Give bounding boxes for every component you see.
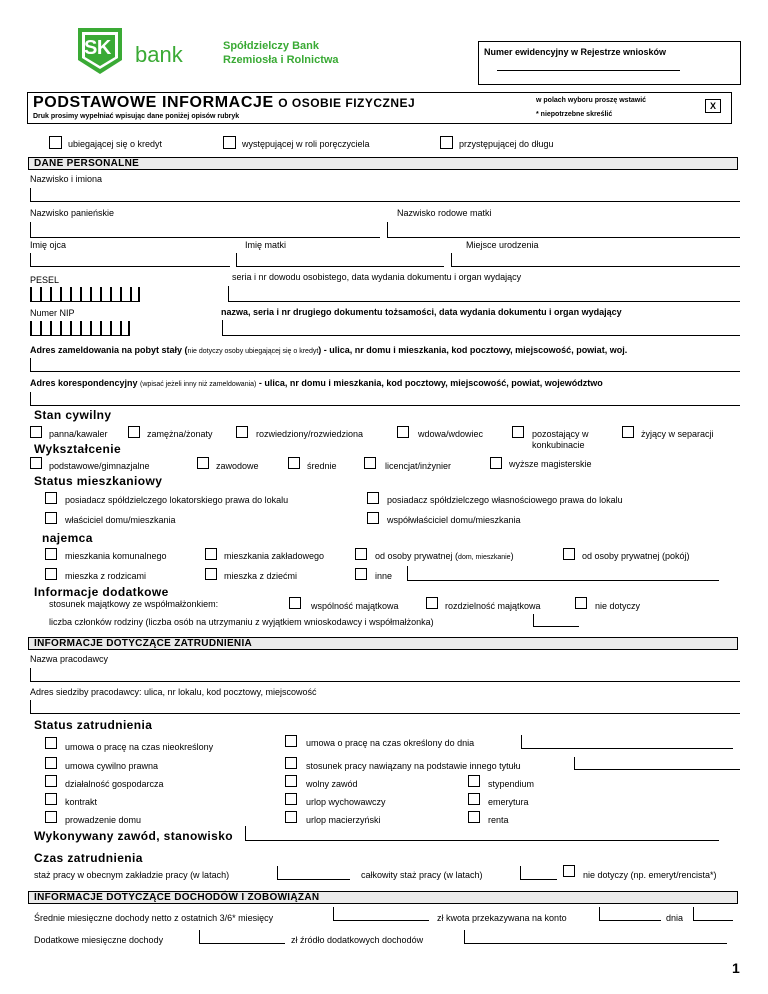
edu-primary-label: podstawowe/gimnazjalne	[49, 461, 150, 471]
emp-contract-label: kontrakt	[65, 797, 98, 807]
property-separate-label: rozdzielność majątkowa	[445, 601, 541, 611]
housing-owner-checkbox[interactable]	[45, 512, 57, 524]
housing-title: Status mieszkaniowy	[34, 474, 163, 488]
civil-cohabiting-label-2: konkubinacie	[532, 440, 585, 450]
label-mother-maiden: Nazwisko rodowe matki	[397, 208, 492, 218]
rent-municipal-checkbox[interactable]	[45, 548, 57, 560]
emp-fixed-term-date[interactable]	[521, 735, 733, 749]
civil-separated-label: żyjący w separacji	[641, 429, 714, 439]
with-parents-label: mieszka z rodzicami	[65, 571, 147, 581]
emp-freelance-label: wolny zawód	[306, 779, 358, 789]
additional-title: Informacje dodatkowe	[34, 585, 169, 599]
tenure-total-label: całkowity staż pracy (w latach)	[361, 870, 483, 880]
occupation-label: Wykonywany zawód, stanowisko	[34, 829, 234, 843]
header-subtitle: Druk prosimy wypełniać wpisując dane poniżej opisów rubryk	[33, 113, 240, 120]
employment-time-title: Czas zatrudnienia	[34, 851, 143, 865]
org-name-line2: Rzemiosła i Rolnictwa	[223, 54, 339, 66]
with-children-checkbox[interactable]	[205, 568, 217, 580]
civil-single-checkbox[interactable]	[30, 426, 42, 438]
civil-widow-checkbox[interactable]	[397, 426, 409, 438]
emp-other-title-label: stosunek pracy nawiązany na podstawie innego tytułu	[306, 761, 521, 771]
emp-other-title-checkbox[interactable]	[285, 757, 297, 769]
rent-company-checkbox[interactable]	[205, 548, 217, 560]
family-count-label: liczba członków rodziny (liczba osób na utrzymaniu z wyjątkiem wnioskodawcy i współmałżonka)	[49, 617, 434, 627]
label-maiden: Nazwisko panieńskie	[30, 208, 115, 218]
label-nip: Numer NIP	[30, 308, 75, 318]
emp-household-checkbox[interactable]	[45, 811, 57, 823]
housing-tenant-right-label: posiadacz spółdzielczego lokatorskiego prawa do lokalu	[65, 495, 289, 505]
civil-divorced-checkbox[interactable]	[236, 426, 248, 438]
label-other-doc: nazwa, seria i nr drugiego dokumentu tożsamości, data wydania dokumentu i organ wydający	[221, 307, 622, 317]
field-idcard[interactable]	[228, 286, 740, 302]
section-income: INFORMACJE DOTYCZĄCE DOCHODÓW I ZOBOWIĄZAŃ	[28, 891, 738, 904]
field-nip[interactable]	[30, 321, 130, 336]
housing-other-label: inne	[375, 571, 393, 581]
emp-other-title-field[interactable]	[574, 757, 740, 770]
emp-permanent-checkbox[interactable]	[45, 737, 57, 749]
emp-scholarship-checkbox[interactable]	[468, 775, 480, 787]
income-transfer-label: zł kwota przekazywana na konto	[437, 913, 567, 923]
occupation-field[interactable]	[245, 826, 719, 841]
role-applicant-checkbox[interactable]	[49, 136, 62, 149]
rent-private-house-checkbox[interactable]	[355, 548, 367, 560]
tenure-current-field[interactable]	[277, 866, 350, 880]
housing-ownership-right-checkbox[interactable]	[367, 492, 379, 504]
income-extra-field[interactable]	[199, 930, 285, 944]
housing-coowner-checkbox[interactable]	[367, 512, 379, 524]
emp-parental-label: urlop wychowawczy	[306, 797, 386, 807]
property-label: stosunek majątkowy ze współmałżonkiem:	[49, 599, 219, 609]
employment-status-title: Status zatrudnienia	[34, 718, 153, 732]
field-father[interactable]	[30, 253, 230, 267]
field-maiden[interactable]	[30, 222, 380, 238]
label-mother: Imię matki	[245, 240, 287, 250]
civil-separated-checkbox[interactable]	[622, 426, 634, 438]
label-address-corr: Adres korespondencyjny (wpisać jeżeli inny niż zameldowania) - ulica, nr domu i mieszkania, kod pocztowy, miejscowość, powiat, województwo	[30, 378, 603, 388]
emp-contract-checkbox[interactable]	[45, 793, 57, 805]
emp-maternity-label: urlop macierzyński	[306, 815, 381, 825]
header-note-1: w polach wyboru proszę wstawić	[536, 97, 647, 104]
rent-company-label: mieszkania zakładowego	[224, 551, 325, 561]
rent-municipal-label: mieszkania komunalnego	[65, 551, 167, 561]
field-address-main[interactable]	[30, 358, 740, 372]
logo-mark: SK	[84, 37, 111, 59]
housing-owner-label: właściciel domu/mieszkania	[65, 515, 176, 525]
label-idcard: seria i nr dowodu osobistego, data wydania dokumentu i organ wydający	[232, 272, 522, 282]
emp-business-label: działalność gospodarcza	[65, 779, 164, 789]
emp-maternity-checkbox[interactable]	[285, 811, 297, 823]
emp-disability-checkbox[interactable]	[468, 811, 480, 823]
field-birthplace[interactable]	[451, 253, 740, 267]
registry-number-field[interactable]	[497, 70, 680, 71]
civil-divorced-label: rozwiedziony/rozwiedziona	[256, 429, 364, 439]
income-transfer-field[interactable]	[599, 907, 661, 921]
label-pesel: PESEL	[30, 275, 60, 285]
income-extra-label: Dodatkowe miesięczne dochody	[34, 935, 164, 945]
edu-bachelor-checkbox[interactable]	[364, 457, 376, 469]
housing-ownership-right-label: posiadacz spółdzielczego własnościowego prawa do lokalu	[387, 495, 623, 505]
label-name: Nazwisko i imiona	[30, 174, 103, 184]
emp-fixed-term-label: umowa o pracę na czas określony do dnia	[306, 738, 475, 748]
civil-title: Stan cywilny	[34, 408, 112, 422]
property-separate-checkbox[interactable]	[426, 597, 438, 609]
label-employer: Nazwa pracodawcy	[30, 654, 109, 664]
with-parents-checkbox[interactable]	[45, 568, 57, 580]
section-employment: INFORMACJE DOTYCZĄCE ZATRUDNIENIA	[28, 637, 738, 650]
emp-pension-checkbox[interactable]	[468, 793, 480, 805]
page-title: PODSTAWOWE INFORMACJE O OSOBIE FIZYCZNEJ	[33, 94, 416, 111]
field-employer-address[interactable]	[30, 700, 740, 714]
edu-secondary-checkbox[interactable]	[288, 457, 300, 469]
label-address-main: Adres zameldowania na pobyt stały (nie dotyczy osoby ubiegającej się o kredyt) - ulica, nr domu i mieszkania, kod pocztowy, miejscowość, powiat, woj.	[30, 345, 628, 355]
emp-permanent-label: umowa o pracę na czas nieokreślony	[65, 742, 214, 752]
emp-scholarship-label: stypendium	[488, 779, 535, 789]
income-source-label: zł źródło dodatkowych dochodów	[291, 935, 424, 945]
property-na-label: nie dotyczy	[595, 601, 641, 611]
emp-household-label: prowadzenie domu	[65, 815, 142, 825]
civil-married-checkbox[interactable]	[128, 426, 140, 438]
emp-freelance-checkbox[interactable]	[285, 775, 297, 787]
header-note-2: * niepotrzebne skreślić	[536, 111, 613, 118]
edu-master-checkbox[interactable]	[490, 457, 502, 469]
field-mother-maiden[interactable]	[387, 222, 740, 238]
civil-married-label: zamężna/żonaty	[147, 429, 213, 439]
tenure-total-field[interactable]	[520, 866, 557, 880]
edu-master-label: wyższe magisterskie	[509, 459, 592, 469]
tenure-na-checkbox[interactable]	[563, 865, 575, 877]
registry-box	[478, 41, 741, 85]
emp-parental-checkbox[interactable]	[285, 793, 297, 805]
emp-pension-label: emerytura	[488, 797, 529, 807]
renter-title: najemca	[42, 531, 93, 545]
income-avg-field[interactable]	[333, 907, 429, 921]
edu-vocational-checkbox[interactable]	[197, 457, 209, 469]
emp-civil-label: umowa cywilno prawna	[65, 761, 159, 771]
with-children-label: mieszka z dziećmi	[224, 571, 298, 581]
label-father: Imię ojca	[30, 240, 67, 250]
role-debt-checkbox[interactable]	[440, 136, 453, 149]
emp-disability-label: renta	[488, 815, 509, 825]
emp-civil-checkbox[interactable]	[45, 757, 57, 769]
income-day-field[interactable]	[693, 907, 733, 921]
role-guarantor-label: występującej w roli poręczyciela	[242, 139, 370, 149]
label-birthplace: Miejsce urodzenia	[466, 240, 539, 250]
logo	[74, 26, 234, 80]
income-source-field[interactable]	[464, 930, 727, 944]
civil-cohabiting-label-1: pozostający w	[532, 429, 589, 439]
emp-business-checkbox[interactable]	[45, 775, 57, 787]
registry-label: Numer ewidencyjny w Rejestrze wniosków	[484, 47, 667, 57]
org-name-line1: Spółdzielczy Bank	[223, 40, 319, 52]
education-title: Wykształcenie	[34, 442, 122, 456]
field-pesel[interactable]	[30, 287, 140, 302]
housing-other-field[interactable]	[407, 566, 719, 581]
field-address-corr[interactable]	[30, 392, 740, 406]
rent-private-room-label: od osoby prywatnej (pokój)	[582, 551, 690, 561]
rent-private-room-checkbox[interactable]	[563, 548, 575, 560]
property-na-checkbox[interactable]	[575, 597, 587, 609]
property-joint-label: wspólność majątkowa	[311, 601, 399, 611]
edu-vocational-label: zawodowe	[216, 461, 259, 471]
field-mother[interactable]	[236, 253, 444, 267]
income-day-label: dnia	[666, 913, 684, 923]
label-employer-address: Adres siedziby pracodawcy: ulica, nr lokalu, kod pocztowy, miejscowość	[30, 687, 317, 697]
emp-fixed-term-checkbox[interactable]	[285, 735, 297, 747]
field-employer[interactable]	[30, 668, 740, 682]
section-personal: DANE PERSONALNE	[28, 157, 738, 170]
field-name[interactable]	[30, 188, 740, 202]
header-note-x: X	[705, 99, 721, 113]
civil-cohabiting-checkbox[interactable]	[512, 426, 524, 438]
role-debt-label: przystępującej do długu	[459, 139, 554, 149]
page-number: 1	[732, 960, 740, 976]
edu-secondary-label: średnie	[307, 461, 337, 471]
family-count-field[interactable]	[533, 614, 579, 627]
role-applicant-label: ubiegającej się o kredyt	[68, 139, 163, 149]
tenure-na-label: nie dotyczy (np. emeryt/rencista*)	[583, 870, 717, 880]
field-other-doc[interactable]	[222, 320, 740, 336]
housing-other-checkbox[interactable]	[355, 568, 367, 580]
housing-tenant-right-checkbox[interactable]	[45, 492, 57, 504]
civil-single-label: panna/kawaler	[49, 429, 108, 439]
civil-widow-label: wdowa/wdowiec	[418, 429, 484, 439]
edu-bachelor-label: licencjat/inżynier	[385, 461, 452, 471]
income-avg-label: Średnie miesięczne dochody netto z ostatnich 3/6* miesięcy	[34, 913, 274, 923]
role-guarantor-checkbox[interactable]	[223, 136, 236, 149]
property-joint-checkbox[interactable]	[289, 597, 301, 609]
edu-primary-checkbox[interactable]	[30, 457, 42, 469]
logo-word: bank	[135, 42, 183, 67]
housing-coowner-label: współwłaściciel domu/mieszkania	[387, 515, 521, 525]
rent-private-house-label: od osoby prywatnej (dom, mieszkanie)	[375, 551, 514, 561]
tenure-current-label: staż pracy w obecnym zakładzie pracy (w latach)	[34, 870, 230, 880]
